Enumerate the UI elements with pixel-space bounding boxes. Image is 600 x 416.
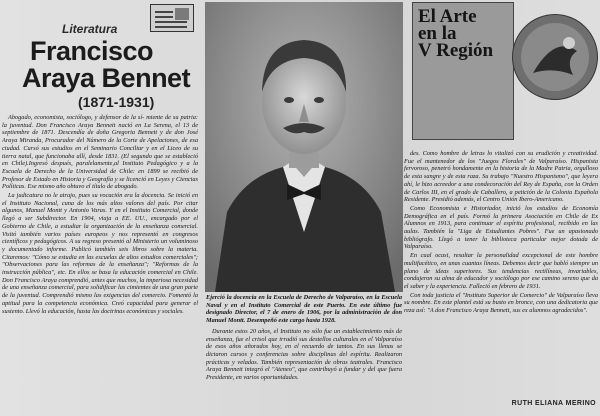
section-logo-line: en la	[418, 23, 457, 44]
section-logo	[412, 2, 598, 142]
paragraph: Durante estos 20 años, el Instituto no sólo fue un establecimiento más de enseñanza, fue el crisol que irradió sus destellos culturales en el Valparaíso de esos años añorados hoy, en el recuerdo de tantos. En sus llenas se dictaron cursos y conferencias sobre disciplinas del espíritu. Realizaron prácticas y veladas. También representación de obras teatrales. Francisco Araya Bennett integró el "Ateneo", que contribuyó a fundar y del que fuera Presidente, en varios oportunidades.	[206, 327, 402, 382]
literatura-logo	[150, 4, 194, 32]
headline-last-name: Araya Bennet	[22, 63, 191, 93]
portrait-illustration	[205, 2, 403, 292]
article-column-1	[2, 114, 198, 414]
paragraph: Como Economista e Historiador, inició los estudios de Economía Demográfica en el país. Formó la primera Asociación en Chile de Ex Alumnos en 1913, para continuar el espíritu profesional, recibido en las aulas. También la "Liga de Estudiantes Pobres". Fue un apasionado bibliógrafo. Llegó a tener la biblioteca particular mejor dotada de Valparaíso.	[404, 204, 598, 251]
author-byline: RUTH ELIANA MERINO	[511, 400, 596, 407]
paragraph: des. Como hombre de letras lo vitalizó con su erudición y creatividad. Fue el mantenedor de los "Juegos Florales" de Valparaíso. Hispanista fervoroso, penetró hondamente en la historia de la Madre Patria, orgulloso de esta sangre y de esta raza. Su trabajo "Nuestro Hispanismo", que leyera ahí, le hizo acreedor a una condecoración del Rey de España, con la Orden de Carlos III, en el grado de Caballero, a petición de la Colonia Española Residente. Presidió además, el Centro Unión Ibero-Americano.	[404, 150, 598, 204]
paragraph: La judicatura no le atrajo, pues su vocación era la docencia. Se inició en el Instituto Nacional, cuna de los más altos valores del país. Por citar algunos, Manuel Montt y Antonio Varas. Y en el Instituto Comercial, donde llegó a ser Subdirector. En 1904, viaja a EE. UU., encargado por el Gobierno de Chile, a estudiar la organización de la enseñanza comercial. Visitó también varios países europeos y nos representó en congresos científicos y pedagógicos. A su regreso presentó al Ministerio un voluminoso y documentado informe. Publicó también seis libros sobre la materia. Citaremos: "Cómo se estudia en las escuelas de altos estudios comerciales"; "Observaciones para las reformas de la enseñanza"; "Reformas de la instrucción pública", etc. En ellos se basa la educación comercial en Chile. Don Francisco Araya comprendió, antes que muchos, la imperiosa necesidad de una enseñanza comercial, para solidificar las cimientes de una gran parte de la juventud. Comprendió mismo las exigencias del comercio. Fomentó la aptitud para la competencia económica. Creó capacidad para generar el sustento. Llevó la educación, hasta las doctrinas económicas y sociales.	[2, 192, 198, 315]
paragraph: Con toda justicia el "Instituto Superior de Comercio" de Valparaíso lleva su nombre. En este plantel está su busto en bronce, con una dedicatoria que reza así: "A don Francisco Araya Bennett, sus ex alumnos agradecidos".	[404, 291, 598, 315]
headline-years: (1871-1931)	[78, 94, 155, 110]
headline-first-name: Francisco	[30, 36, 154, 66]
paragraph: Abogado, economista, sociólogo, y defensor de la sí- miente de su patria: la juventud. Don Francisco Araya Bennett nació en La Serena, el 13 de septiembre de 1871. Descendía de doña Gregoria Bennett y de don José Araya Miranda, Procurador del Número de la Corte de Apelaciones, de esa ciudad. Cursó sus estudios en el Seminario Conciliar y en el Liceo de su tierra natal, que funcionaba allí, desde 1831. (El segundo que se estableció en Chile).Ingresó después, paralelamente,al Instituto Pedagógico y a la Escuela de Derecho de la Universidad de Chile: en 1899 se recibió de Profesor de Estado en Historia y Geografía y se licenció en Leyes y Ciencias Políticas. Ese mismo año obtuvo el título de abogado.	[2, 114, 198, 191]
section-logo-line: El Arte	[418, 6, 477, 27]
paragraph: En cual ocasi, resaltar la personalidad excepcional de este hombre multifacético, en unas cuantas líneas. Debemos decir que habló siempre un plano de ideas superiores. Sus tendencias rectilíneas, invariables, condujeron su alma de educador y sociólogo por ese camino sereno que da el saber y la experiencia. Falleció en febrero de 1931.	[404, 252, 598, 290]
section-logo-emblem	[512, 14, 598, 100]
section-logo-title	[418, 8, 510, 59]
article-column-2	[206, 294, 402, 414]
section-kicker: Literatura	[62, 22, 118, 36]
photo-caption: Ejerció la docencia en la Escuela de Derecho de Valparaíso, en la Escuela Naval y en el Instituto Comercial de este Puerto. En este último fue designado Director, el 7 de enero de 1906, por la administración de don Manuel Montt. Desempeñó este cargo hasta 1928.	[206, 294, 402, 325]
section-logo-line: V Región	[418, 40, 494, 61]
article-column-3	[404, 150, 598, 400]
portrait-photo	[205, 2, 403, 292]
